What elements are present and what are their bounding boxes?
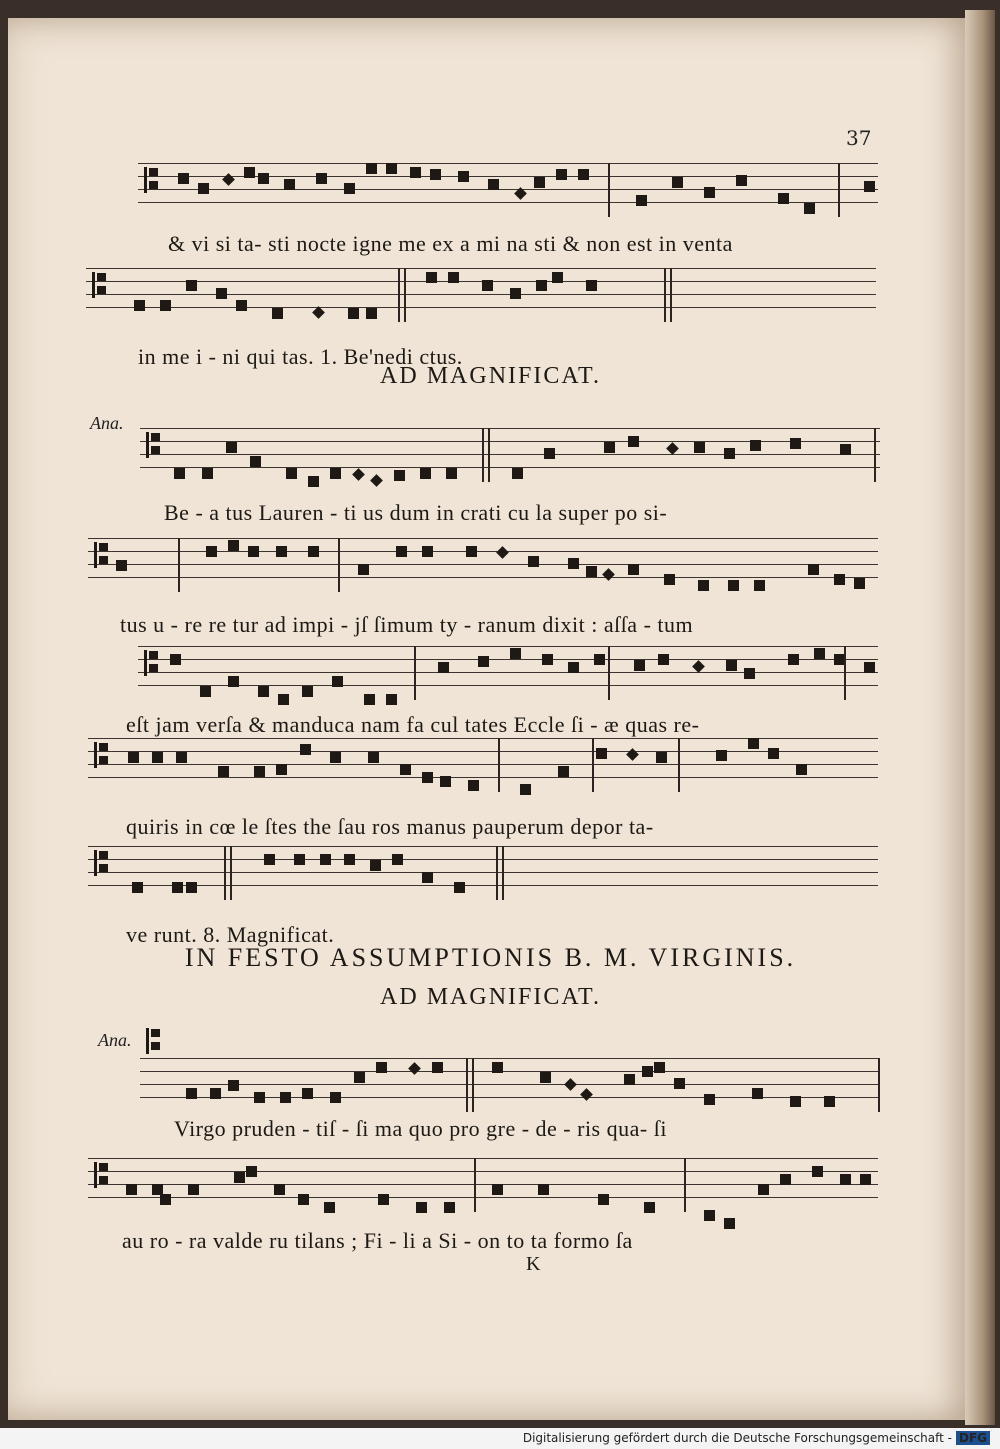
lyrics-line: Be - a tus Lauren - ti us dum in crati cu la super po si-	[164, 500, 668, 525]
clef-icon	[146, 432, 165, 458]
staff	[88, 538, 878, 592]
music-line-6	[88, 738, 878, 839]
page-number: 37	[846, 126, 872, 150]
clef-icon	[94, 850, 113, 876]
staff	[138, 163, 878, 217]
clef-icon	[144, 650, 163, 676]
lyrics-line: eſt jam verſa & manduca nam fa cul tates Eccle ſi - æ quas re-	[126, 712, 700, 737]
clef-icon	[92, 272, 111, 298]
dfg-logo: DFG	[956, 1431, 990, 1445]
staff	[88, 846, 878, 900]
lyrics-line: in me i - ni qui tas. 1. Be'nedi ctus.	[138, 344, 463, 369]
music-line-3	[140, 428, 880, 525]
lyrics-line: ve runt. 8. Magnificat.	[126, 922, 335, 947]
clef-icon	[144, 167, 163, 193]
staff	[88, 738, 878, 792]
music-line-4	[88, 538, 878, 637]
footer-text: Digitalisierung gefördert durch die Deutsche Forschungsgemeinschaft -	[522, 1431, 952, 1445]
antiphon-label: Ana.	[90, 413, 124, 433]
music-line-9	[88, 1158, 878, 1253]
section-heading: AD MAGNIFICAT.	[380, 363, 601, 389]
staff	[138, 646, 878, 700]
music-line-2	[86, 268, 876, 369]
lyrics-line: & vi si ta- sti nocte igne me ex a mi na sti & non est in venta	[168, 231, 733, 256]
staff	[140, 1058, 880, 1112]
section-heading: AD MAGNIFICAT.	[380, 984, 601, 1010]
footer-bar	[0, 1428, 1000, 1449]
clef-icon	[94, 742, 113, 768]
staff	[140, 428, 880, 482]
lyrics-line: au ro - ra valde ru tilans ; Fi - li a Si - on to ta formo ſa	[122, 1228, 633, 1253]
staff	[86, 268, 876, 322]
book-page	[8, 18, 973, 1420]
page-edge	[965, 10, 995, 1425]
clef-icon	[94, 1162, 113, 1188]
footer-credit	[523, 1431, 990, 1445]
music-line-8	[140, 1058, 880, 1141]
lyrics-line: tus u - re re tur ad impi - jſ ſimum ty - ranum dixit : aſſa - tum	[120, 612, 694, 637]
lyrics-line: quiris in cœ le ſtes the ſau ros manus pauperum depor ta-	[126, 814, 654, 839]
music-line-7	[88, 846, 878, 947]
clef-icon	[146, 1028, 165, 1054]
antiphon-label: Ana.	[98, 1030, 132, 1050]
feast-title: IN FESTO ASSUMPTIONIS B. M. VIRGINIS.	[184, 943, 797, 972]
clef-icon	[94, 542, 113, 568]
music-line-5	[126, 646, 878, 737]
music-line-1	[138, 163, 878, 256]
staff	[88, 1158, 878, 1212]
signature-mark: K	[526, 1253, 541, 1275]
lyrics-line: Virgo pruden - tiſ - ſi ma quo pro gre - de - ris qua- ſi	[174, 1116, 667, 1141]
